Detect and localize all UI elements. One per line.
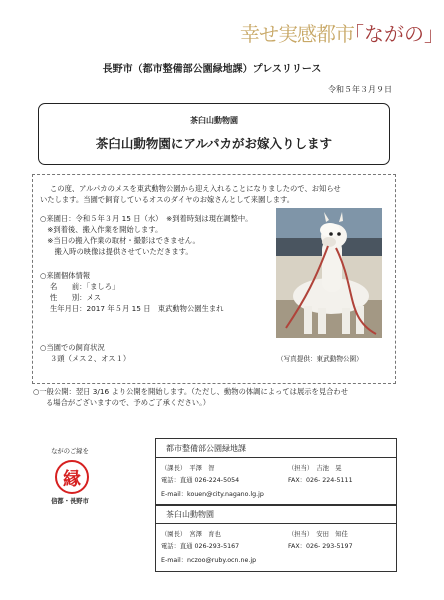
city-logo: [240, 14, 444, 52]
intro-line-1: この度、アルパカのメスを東武動物公園から迎え入れることになりましたので、お知らせ: [50, 184, 341, 193]
alpaca-photo: [276, 208, 382, 338]
contact-1-fax: FAX：026- 224-5111: [288, 477, 353, 484]
arrival-line-4: 搬入時の映像は提供させていただきます。: [40, 247, 193, 256]
notice-line-1: ○一般公開：翌日 3/16 より公開を開始します。（ただし、動物の体調によっては展示を見合わせ: [33, 387, 349, 396]
arrival-line-1: ○来園日：令和５年３月 15 日（水） ※到着時刻は現在調整中。: [40, 214, 253, 223]
logo-script-text: 幸せ実感都市: [240, 22, 354, 46]
title-box: [38, 103, 390, 165]
contact-1-org: 都市整備部公園緑地課: [166, 444, 246, 453]
en-logo-bottom-label: 信都・長野市: [51, 498, 89, 505]
info-title: ○来園個体情報: [40, 271, 91, 280]
alpaca-illustration: [276, 208, 382, 338]
intro-line-2: いたします。当園で飼育しているオスのダイヤのお嫁さんとして来園します。: [40, 195, 295, 204]
title-main: 茶臼山動物園にアルパカがお嫁入りします: [95, 136, 333, 151]
contact-2-fax: FAX：026- 293-5197: [288, 543, 353, 550]
arrival-line-3: ※当日の搬入作業の取材・撮影はできません。: [40, 236, 200, 245]
contact-2-org: 茶臼山動物園: [166, 510, 214, 519]
contact-2-email[interactable]: E-mail：nczoo@ruby.ocn.ne.jp: [161, 557, 257, 564]
status-value: ３頭（メス２、オス１）: [50, 354, 131, 363]
contact-2-chief: （園長） 宮澤 育也: [161, 531, 221, 538]
info-birth: 生年月日：2017 年５月 15 日 東武動物公園生まれ: [50, 304, 224, 313]
info-name: 名 前：「ましろ」: [50, 282, 120, 291]
contact-1-email[interactable]: E-mail：kouen@city.nagano.lg.jp: [161, 491, 264, 498]
photo-credit: （写真提供：東武動物公園）: [277, 355, 363, 363]
release-title: 長野市（都市整備部公園緑地課）プレスリリース: [102, 64, 322, 75]
info-sex: 性 別：メス: [50, 293, 102, 302]
contact-1-divider: [156, 457, 396, 458]
en-logo-circle: [55, 460, 89, 494]
contact-2-phone: 電話：直通 026-293-5167: [161, 543, 240, 550]
contact-1-chief: （課長） 平澤 智: [161, 465, 215, 472]
notice-line-2: る場合がございますので、予めご了承ください。）: [46, 398, 211, 407]
contact-2-divider: [156, 523, 396, 524]
contact-1-person: （担当） 吉池 晃: [288, 465, 342, 472]
contact-1-phone: 電話：直通 026-224-5054: [161, 477, 240, 484]
release-date: 令和５年３月９日: [328, 85, 392, 94]
en-logo: [40, 446, 100, 506]
title-subtitle: 茶臼山動物園: [190, 116, 238, 125]
en-logo-top-label: ながのご縁を: [51, 448, 89, 455]
arrival-line-2: ※到着後、搬入作業を開始します。: [40, 225, 163, 234]
en-logo-kanji: 縁: [63, 469, 81, 490]
logo-bracket-text: 「ながの」: [344, 22, 444, 46]
contact-box-2: [155, 504, 397, 572]
contact-box-1: [155, 438, 397, 506]
contact-2-person: （担当） 安田 知佳: [288, 531, 348, 538]
status-title: ○当園での飼育状況: [40, 343, 105, 352]
